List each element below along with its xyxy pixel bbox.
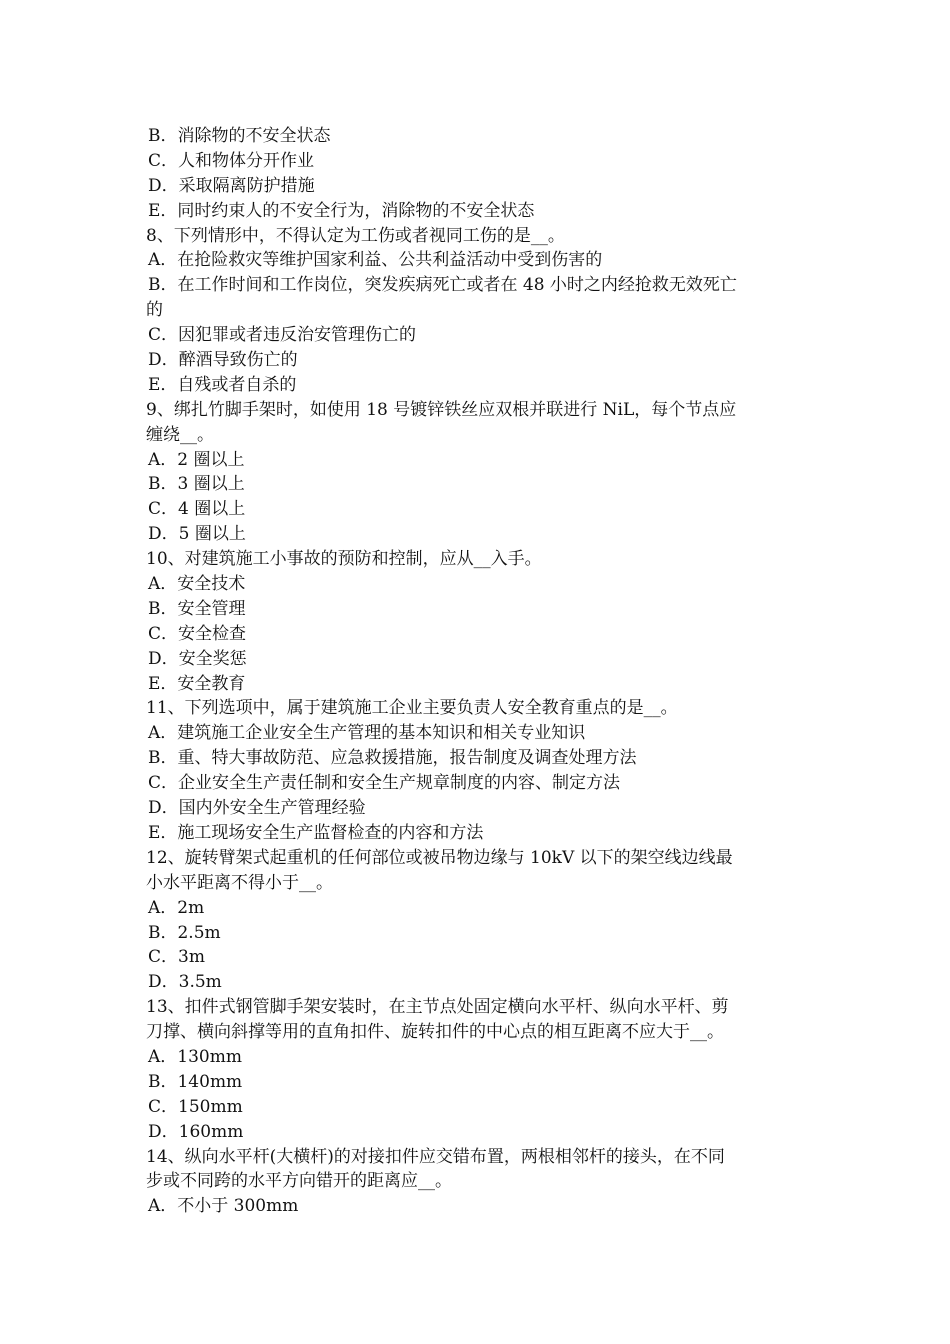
question-text: 12、旋转臂架式起重机的任何部位或被吊物边缘与 10kV 以下的架空线边线最 — [146, 847, 733, 868]
answer-option: B．140mm — [148, 1071, 243, 1092]
answer-option: B．安全管理 — [148, 598, 246, 619]
answer-option: D．安全奖惩 — [148, 648, 247, 669]
question-text: 14、纵向水平杆(大横杆)的对接扣件应交错布置，两根相邻杆的接头，在不同 — [146, 1146, 725, 1167]
answer-option: B．在工作时间和工作岗位，突发疾病死亡或者在 48 小时之内经抢救无效死亡 — [148, 275, 737, 296]
answer-option: D．采取隔离防护措施 — [148, 175, 315, 196]
question-text: 小水平距离不得小于__。 — [146, 872, 333, 893]
answer-option: B．重、特大事故防范、应急救援措施，报告制度及调查处理方法 — [148, 748, 637, 769]
question-text: 10、对建筑施工小事故的预防和控制，应从__入手。 — [146, 549, 542, 570]
question-text: 8、下列情形中，不得认定为工伤或者视同工伤的是__。 — [146, 225, 565, 246]
answer-option: A．130mm — [148, 1046, 242, 1067]
answer-option: D．3.5m — [148, 972, 222, 993]
answer-option: A．在抢险救灾等维护国家利益、公共利益活动中受到伤害的 — [148, 250, 603, 271]
answer-option: D．160mm — [148, 1121, 244, 1142]
question-text: 11、下列选项中，属于建筑施工企业主要负责人安全教育重点的是__。 — [146, 698, 678, 719]
answer-option: C．150mm — [148, 1096, 243, 1117]
answer-option: C．4 圈以上 — [148, 499, 246, 520]
answer-option: E．安全教育 — [148, 673, 246, 694]
answer-option: A．安全技术 — [148, 574, 246, 595]
answer-option: A．不小于 300mm — [148, 1196, 299, 1217]
answer-option: E．施工现场安全生产监督检查的内容和方法 — [148, 822, 484, 843]
answer-option: A．2m — [148, 897, 205, 918]
answer-option: D．5 圈以上 — [148, 524, 246, 545]
question-text: 的 — [146, 300, 163, 321]
answer-option: B．2.5m — [148, 922, 221, 943]
answer-option: C．企业安全生产责任制和安全生产规章制度的内容、制定方法 — [148, 773, 621, 794]
answer-option: B．消除物的不安全状态 — [148, 126, 331, 146]
question-text: 13、扣件式钢管脚手架安装时，在主节点处固定横向水平杆、纵向水平杆、剪 — [146, 997, 729, 1018]
answer-option: A．2 圈以上 — [148, 449, 245, 470]
document-page — [146, 124, 810, 1219]
question-text: 缠绕__。 — [146, 424, 214, 445]
answer-option: C．安全检查 — [148, 623, 247, 644]
answer-option: C．因犯罪或者违反治安管理伤亡的 — [148, 325, 417, 346]
answer-option: D．醉酒导致伤亡的 — [148, 350, 298, 371]
answer-option: E．同时约束人的不安全行为，消除物的不安全状态 — [148, 200, 535, 221]
answer-option: D．国内外安全生产管理经验 — [148, 798, 366, 819]
answer-option: B．3 圈以上 — [148, 474, 245, 495]
answer-option: C．3m — [148, 947, 205, 968]
answer-option: E．自残或者自杀的 — [148, 374, 297, 395]
question-text: 刀撑、横向斜撑等用的直角扣件、旋转扣件的中心点的相互距离不应大于__。 — [146, 1022, 724, 1043]
question-text: 步或不同跨的水平方向错开的距离应__。 — [146, 1171, 452, 1192]
answer-option: A．建筑施工企业安全生产管理的基本知识和相关专业知识 — [148, 723, 586, 744]
question-text: 9、绑扎竹脚手架时，如使用 18 号镀锌铁丝应双根并联进行 NiL，每个节点应 — [146, 399, 737, 420]
answer-option: C．人和物体分开作业 — [148, 150, 315, 171]
